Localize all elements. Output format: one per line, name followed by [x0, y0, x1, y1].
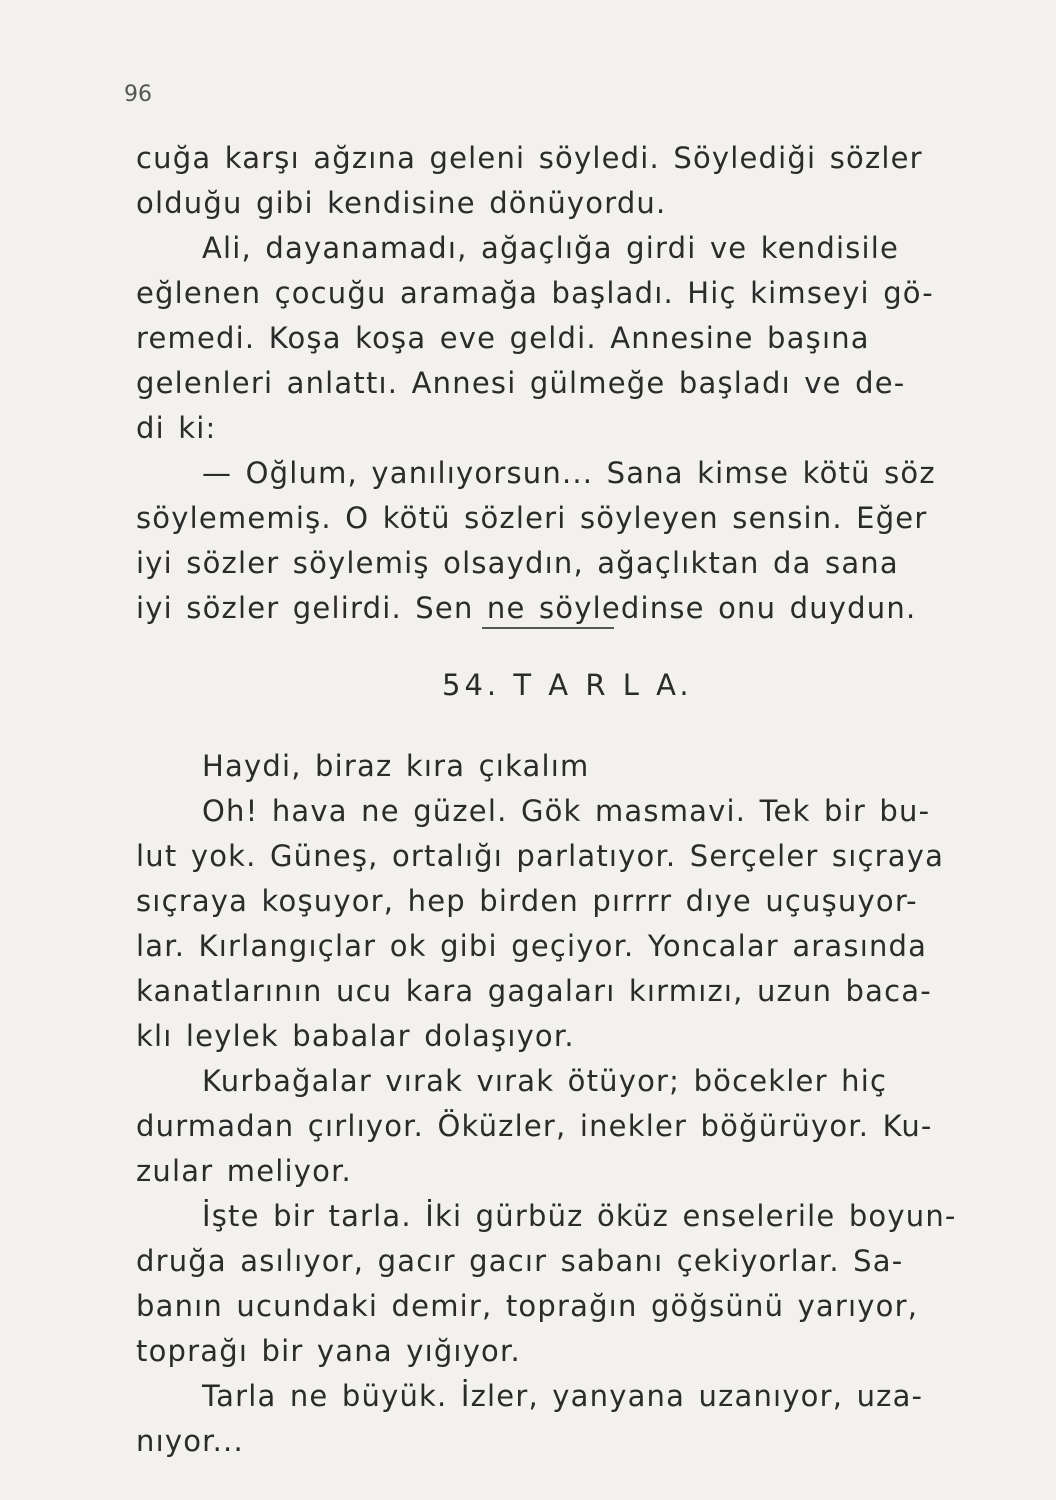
text-line: eğlenen çocuğu aramağa başladı. Hiç kimseyi gö-	[136, 276, 934, 310]
text-line: di ki:	[136, 411, 217, 445]
text-line: toprağı bir yana yığıyor.	[136, 1334, 521, 1368]
section-divider	[482, 627, 614, 629]
text-line: gelenleri anlattı. Annesi gülmeğe başladı ve de-	[136, 366, 906, 400]
text-line: lar. Kırlangıçlar ok gibi geçiyor. Yoncalar arasında	[136, 929, 928, 963]
text-line: iyi sözler söylemiş olsaydın, ağaçlıktan da sana	[136, 546, 899, 580]
text-line: kanatlarının ucu kara gagaları kırmızı, uzun baca-	[136, 974, 932, 1008]
text-line: Haydi, biraz kıra çıkalım	[202, 749, 590, 783]
text-line: Ali, dayanamadı, ağaçlığa girdi ve kendisile	[202, 231, 900, 265]
text-line: iyi sözler gelirdi. Sen ne söyledinse onu duydun.	[136, 591, 917, 625]
page-number: 96	[124, 82, 152, 107]
text-line: İşte bir tarla. İki gürbüz öküz enselerile boyun-	[202, 1199, 957, 1233]
text-line: Oh! hava ne güzel. Gök masmavi. Tek bir bu-	[202, 794, 931, 828]
text-line: banın ucundaki demir, toprağın göğsünü yarıyor,	[136, 1289, 919, 1323]
text-line: söylememiş. O kötü sözleri söyleyen sensin. Eğer	[136, 501, 928, 535]
text-line: zular meliyor.	[136, 1154, 352, 1188]
text-line: druğa asılıyor, gacır gacır sabanı çekiyorlar. Sa-	[136, 1244, 904, 1278]
text-line: sıçraya koşuyor, hep birden pırrrr dıye uçuşuyor-	[136, 884, 918, 918]
text-line: nıyor...	[136, 1424, 244, 1458]
section-body-text	[136, 744, 966, 1464]
text-line: — Oğlum, yanılıyorsun... Sana kimse kötü söz	[202, 456, 936, 490]
text-line: durmadan çırlıyor. Öküzler, inekler böğürüyor. Ku-	[136, 1109, 933, 1143]
text-line: remedi. Koşa koşa eve geldi. Annesine başına	[136, 321, 870, 355]
text-line: Tarla ne büyük. İzler, yanyana uzanıyor, uza-	[202, 1379, 924, 1413]
section-title: 54. T A R L A.	[442, 668, 693, 702]
story-ending-text	[136, 136, 966, 631]
text-line: lut yok. Güneş, ortalığı parlatıyor. Serçeler sıçraya	[136, 839, 945, 873]
text-line: cuğa karşı ağzına geleni söyledi. Söylediği sözler	[136, 141, 923, 175]
text-line: klı leylek babalar dolaşıyor.	[136, 1019, 575, 1053]
text-line: olduğu gibi kendisine dönüyordu.	[136, 186, 667, 220]
text-line: Kurbağalar vırak vırak ötüyor; böcekler hiç	[202, 1064, 888, 1098]
